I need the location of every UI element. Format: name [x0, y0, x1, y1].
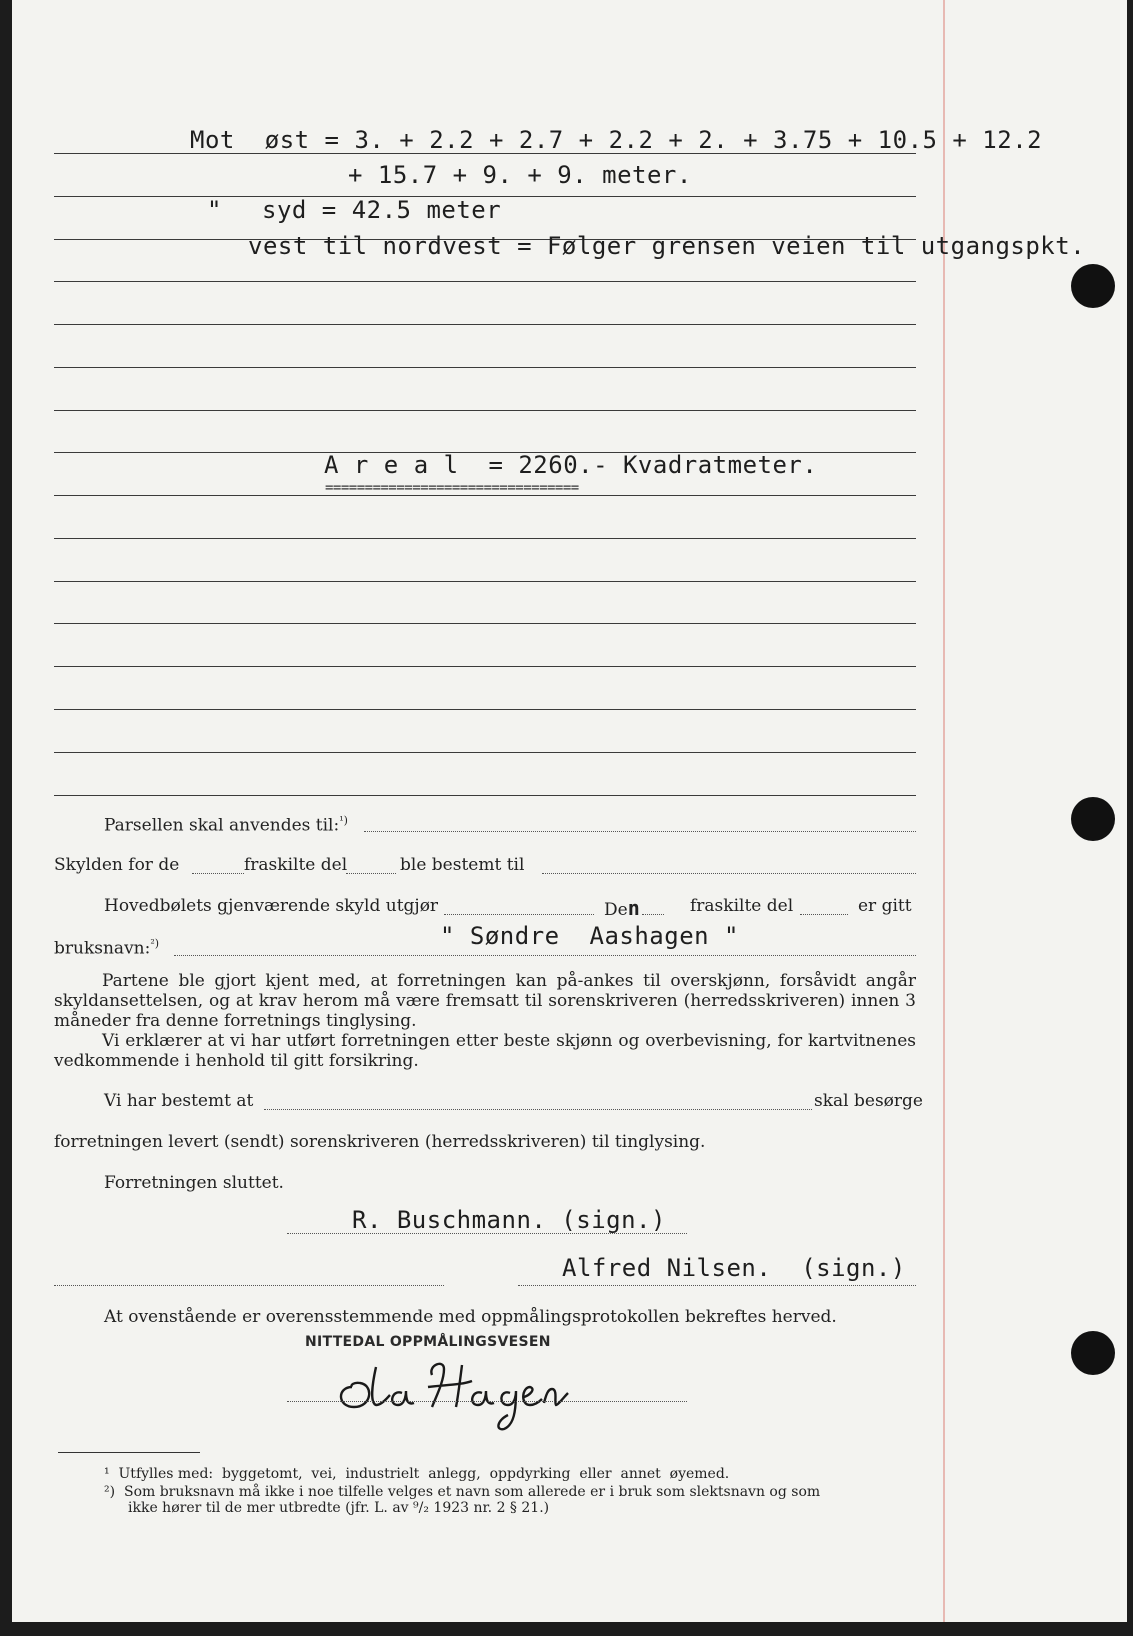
ruled-line — [54, 281, 916, 282]
partene-paragraph: Partene ble gjort kjent med, at forretningen kan på-ankes til overskjønn, forsåvidt angår skyldansettelsen, og at krav herom må være fremsatt til sorenskriveren (herredsskriveren) innen 3 måneder fra denne forretnings tinglysing. — [54, 971, 916, 1031]
vi-har-bestemt-field — [264, 1109, 812, 1110]
ruled-line — [54, 538, 916, 539]
ruled-line — [54, 581, 916, 582]
hovedbol-de-field — [642, 914, 664, 915]
skylden-field-1 — [192, 873, 244, 874]
vi-erklaerer-paragraph: Vi erklærer at vi har utført forretningen etter beste skjønn og overbevisning, for kartvitnenes vedkommende i henhold til gitt forsikring. — [54, 1031, 916, 1071]
skylden-bestemt: ble bestemt til — [400, 855, 525, 875]
certification-text: At ovenstående er overensstemmende med oppmålingsprotokollen bekreftes herved. — [104, 1307, 837, 1327]
skylden-field-3 — [542, 873, 916, 874]
punch-hole — [1071, 797, 1115, 841]
forretningen-sluttet-text: Forretningen sluttet. — [104, 1173, 284, 1193]
signature-line-2 — [54, 1285, 444, 1286]
ruled-line — [54, 752, 916, 753]
skal-besorge-label: skal besørge — [814, 1091, 923, 1111]
ruled-line — [54, 623, 916, 624]
footnote-2-cont: ikke hører til de mer utbredte (jfr. L. av ⁹/₂ 1923 nr. 2 § 21.) — [128, 1500, 550, 1516]
ruled-line — [54, 666, 916, 667]
ruled-line — [54, 410, 916, 411]
bruksnavn-field — [174, 955, 916, 956]
skylden-field-2 — [346, 873, 396, 874]
ruled-line — [54, 709, 916, 710]
stamp-nittedal: NITTEDAL OPPMÅLINGSVESEN — [305, 1334, 551, 1350]
hovedbol-field — [444, 914, 594, 915]
hovedbol-fraskilte-field — [800, 914, 848, 915]
document-page — [12, 0, 1127, 1622]
footnote-1: ¹ Utfylles med: byggetomt, vei, industrielt anlegg, oppdyrking eller annet øyemed. — [104, 1466, 730, 1482]
ruled-line — [54, 324, 916, 325]
hovedbol-label: Hovedbølets gjenværende skyld utgjør — [104, 896, 439, 916]
punch-hole — [1071, 264, 1115, 308]
boundary-line-east: Mot øst = 3. + 2.2 + 2.7 + 2.2 + 2. + 3.75 + 10.5 + 12.2 — [190, 126, 1043, 154]
ruled-line — [54, 367, 916, 368]
vi-har-bestemt-label: Vi har bestemt at — [104, 1091, 254, 1111]
boundary-line-west: vest til nordvest = Følger grensen veien til utgangspkt. — [248, 232, 1086, 260]
bruksnavn-value: " Søndre Aashagen " — [440, 922, 739, 950]
boundary-line-east-cont: + 15.7 + 9. + 9. meter. — [348, 161, 692, 189]
area-text: A r e a l = 2260.- Kvadratmeter. — [324, 451, 818, 479]
ditto-mark: " — [207, 196, 222, 224]
signature-buschmann: R. Buschmann. (sign.) — [352, 1206, 666, 1234]
footnote-rule — [58, 1452, 200, 1453]
boundary-line-south: syd = 42.5 meter — [262, 196, 502, 224]
footnote-2: ²) Som bruksnavn må ikke i noe tilfelle velges et navn som allerede er i bruk som slektsnavn og som — [104, 1484, 821, 1500]
signature-nilsen: Alfred Nilsen. (sign.) — [562, 1254, 906, 1282]
handwritten-signature-icon — [332, 1345, 592, 1435]
certification-signature-line — [287, 1401, 687, 1402]
skylden-fraskilte: fraskilte del — [244, 855, 348, 875]
signature-line-3 — [518, 1285, 916, 1286]
hovedbol-fraskilte: fraskilte del — [690, 896, 794, 916]
hovedbol-de: Den — [604, 896, 640, 920]
skylden-label: Skylden for de — [54, 855, 180, 875]
ruled-line — [54, 795, 916, 796]
forretningen-levert-text: forretningen levert (sendt) sorenskriveren (herredsskriveren) til tinglysing. — [54, 1132, 706, 1152]
bruksnavn-label: bruksnavn:$^{^2)}$ — [54, 937, 160, 959]
area-underline: ================================ — [325, 480, 579, 496]
hovedbol-gitt: er gitt — [858, 896, 912, 916]
parsellen-field — [364, 831, 916, 832]
punch-hole — [1071, 1331, 1115, 1375]
signature-line-1 — [287, 1233, 687, 1234]
parsellen-label: Parsellen skal anvendes til:$^{^1)}$ — [104, 814, 348, 836]
